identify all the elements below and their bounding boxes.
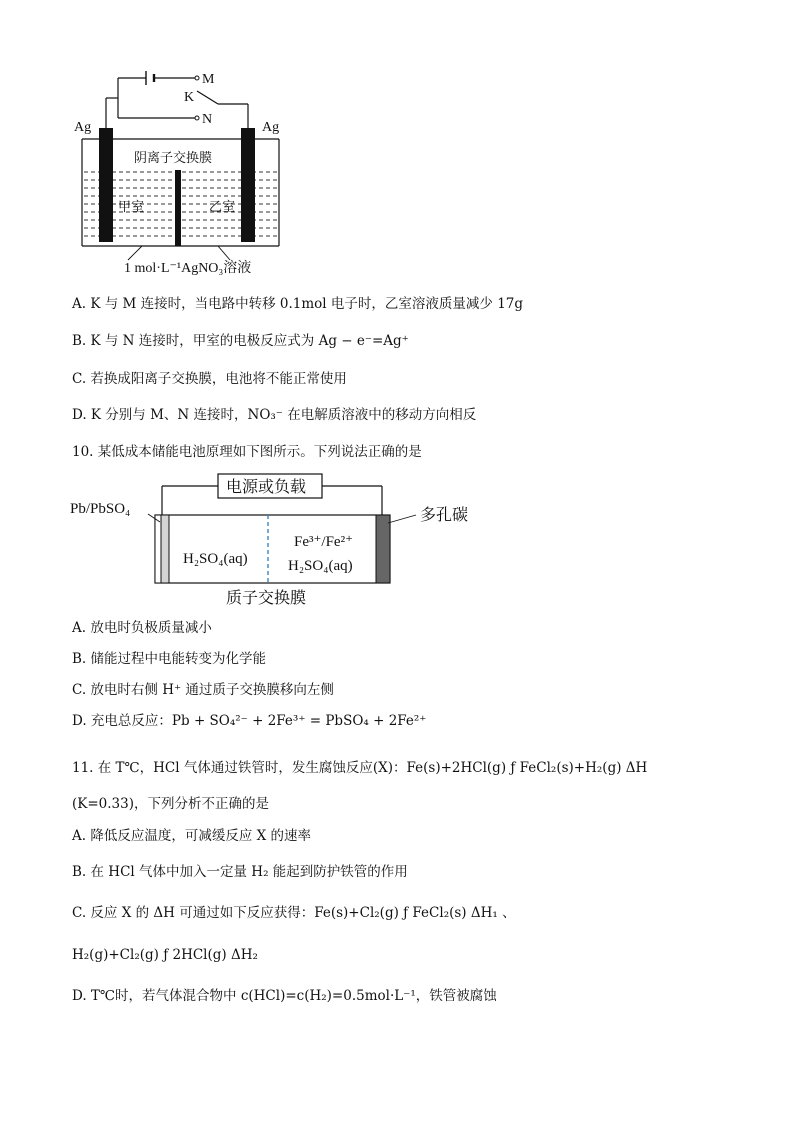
power-load-label: 电源或负载 (226, 477, 307, 496)
q11-option-d: D. T℃时，若气体混合物中 c(HCl)=c(H₂)=0.5mol·L⁻¹，铁管被腐蚀 (72, 988, 497, 1004)
q9-option-b: B. K 与 N 连接时，甲室的电极反应式为 Ag − e⁻=Ag⁺ (72, 333, 409, 349)
label-m: M (202, 72, 215, 87)
q10-stem: 10. 某低成本储能电池原理如下图所示。下列说法正确的是 (72, 444, 422, 460)
q11-option-c-line1: C. 反应 X 的 ΔH 可通过如下反应获得：Fe(s)+Cl₂(g) ƒ FeCl₂(s) ΔH₁ 、 (72, 905, 516, 921)
pb-electrode (155, 515, 161, 583)
q9-option-a: A. K 与 M 连接时，当电路中转移 0.1mol 电子时，乙室溶液质量减少 17g (72, 296, 524, 312)
porous-carbon-electrode (376, 515, 390, 583)
pb-pbso4-label: Pb/PbSO₄ (70, 501, 131, 517)
left-solution-label: H₂SO₄(aq) (183, 551, 248, 567)
q10-option-a: A. 放电时负极质量减小 (72, 620, 212, 636)
proton-membrane-label: 质子交换膜 (226, 588, 307, 607)
leader-right (388, 515, 416, 523)
q10-option-b: B. 储能过程中电能转变为化学能 (72, 651, 267, 667)
q9-option-d: D. K 分别与 M、N 连接时，NO₃⁻ 在电解质溶液中的移动方向相反 (72, 407, 477, 423)
q11-option-a: A. 降低反应温度，可减缓反应 X 的速率 (72, 828, 312, 844)
chamber-right-label: 乙室 (209, 200, 236, 215)
q11-stem-line1: 11. 在 T℃，HCl 气体通过铁管时，发生腐蚀反应(X)：Fe(s)+2HCl(g) ƒ FeCl₂(s)+H₂(g) ΔH (72, 760, 648, 776)
chamber-left-label: 甲室 (118, 200, 145, 215)
solution-label: 1 mol·L⁻¹AgNO₃溶液 (124, 261, 252, 276)
q10-option-c: C. 放电时右侧 H⁺ 通过质子交换膜移向左侧 (72, 682, 334, 698)
q11-option-b: B. 在 HCl 气体中加入一定量 H₂ 能起到防护铁管的作用 (72, 864, 408, 880)
q11-option-c-line2: H₂(g)+Cl₂(g) ƒ 2HCl(g) ΔH₂ (72, 947, 258, 963)
cell-body (155, 515, 390, 583)
right-solution-label-1: Fe³⁺/Fe²⁺ (294, 534, 353, 550)
q10-option-d: D. 充电总反应：Pb + SO₄²⁻ + 2Fe³⁺ = PbSO₄ + 2Fe²⁺ (72, 713, 427, 729)
pbso4-layer (161, 515, 169, 583)
q11-stem-line2: (K=0.33)，下列分析不正确的是 (72, 796, 269, 812)
label-ag-left: Ag (74, 120, 92, 135)
label-ag-right: Ag (262, 120, 280, 135)
q9-option-c: C. 若换成阳离子交换膜，电池将不能正常使用 (72, 371, 347, 387)
label-n: N (202, 112, 213, 127)
porous-carbon-label: 多孔碳 (420, 505, 469, 524)
label-k: K (184, 90, 195, 105)
membrane-label: 阴离子交换膜 (134, 151, 213, 166)
right-solution-label-2: H₂SO₄(aq) (288, 558, 353, 574)
